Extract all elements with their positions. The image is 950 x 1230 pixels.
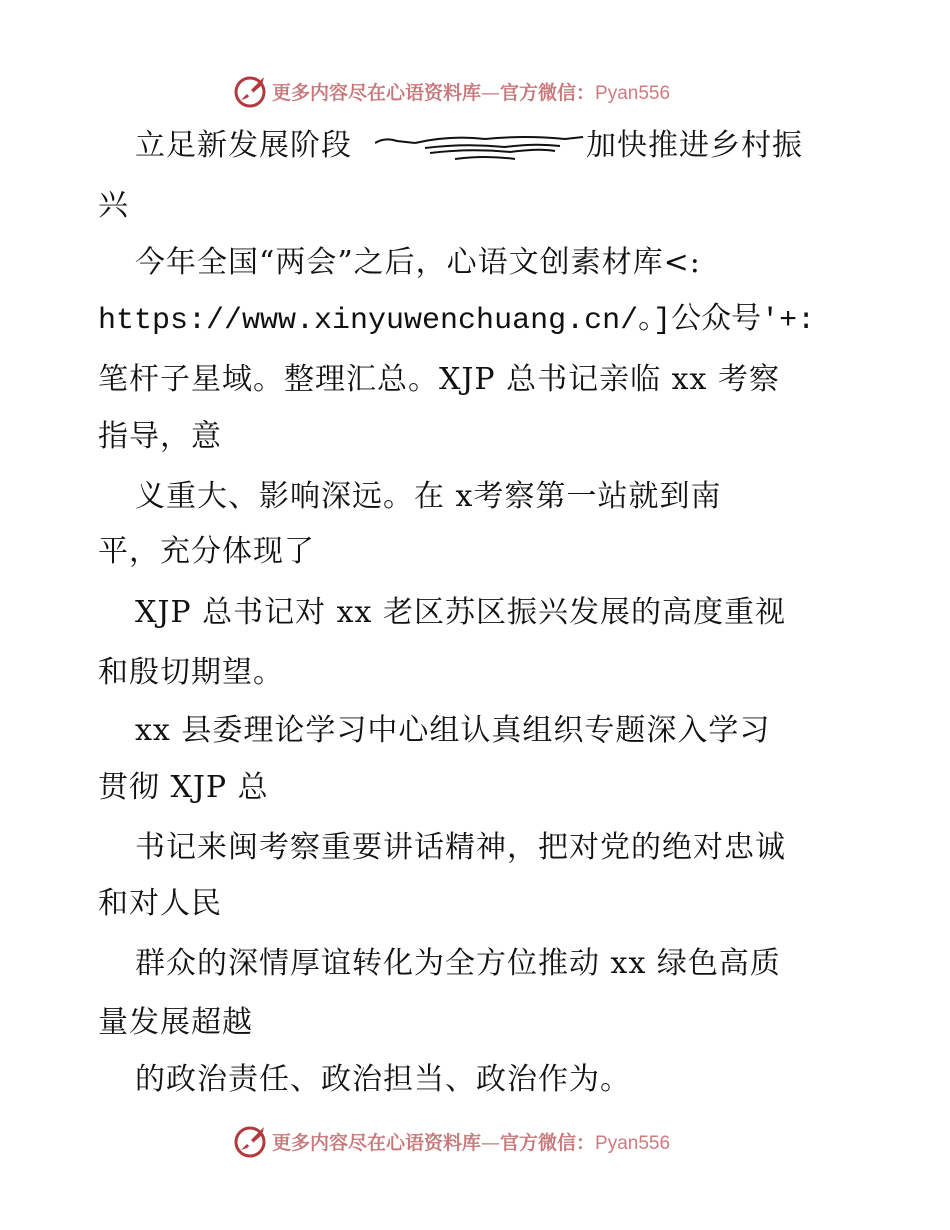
text-line-2: https://www.xinyuwenchuang.cn/。]公众号′+: [98,304,816,338]
text-line-7: XJP 总书记对 xx 老区苏区振兴发展的高度重视 [135,595,787,630]
text-line-3: 笔杆子星域。整理汇总。XJP 总书记亲临 xx 考察 [98,362,781,397]
text-line-13: 群众的深情厚谊转化为全方位推动 xx 绿色高质 [135,946,781,981]
wavy-line-mark [375,129,585,165]
text-line-9: xx 县委理论学习中心组认真组织专题深入学习 [135,713,771,748]
text-line-10: 贯彻 XJP 总 [98,770,269,805]
footer-banner [0,1120,950,1160]
title-left: 立足新发展阶段 [135,128,352,163]
title-wrap: 兴 [98,188,129,223]
header-banner [0,70,950,110]
text-line-8: 和殷切期望。 [98,655,284,690]
title-right: 加快推进乡村振 [586,128,803,163]
banner-text: 更多内容尽在心语资料库—官方微信：Pyan556 [272,1132,671,1154]
text-line-1: 今年全国“两会”之后，心语文创素材库<: [135,245,701,280]
text-line-4: 指导，意 [98,419,222,454]
text-line-14: 量发展超越 [98,1005,253,1040]
brush-logo-icon [233,73,269,109]
text-line-6: 平，充分体现了 [98,534,315,569]
text-line-11: 书记来闽考察重要讲话精神，把对党的绝对忠诚 [135,830,786,865]
text-line-15: 的政治责任、政治担当、政治作为。 [135,1062,631,1097]
brush-logo-icon [233,1123,269,1159]
banner-text: 更多内容尽在心语资料库—官方微信：Pyan556 [272,82,671,104]
text-line-12: 和对人民 [98,886,222,921]
text-line-5: 义重大、影响深远。在 x考察第一站就到南 [135,479,722,514]
